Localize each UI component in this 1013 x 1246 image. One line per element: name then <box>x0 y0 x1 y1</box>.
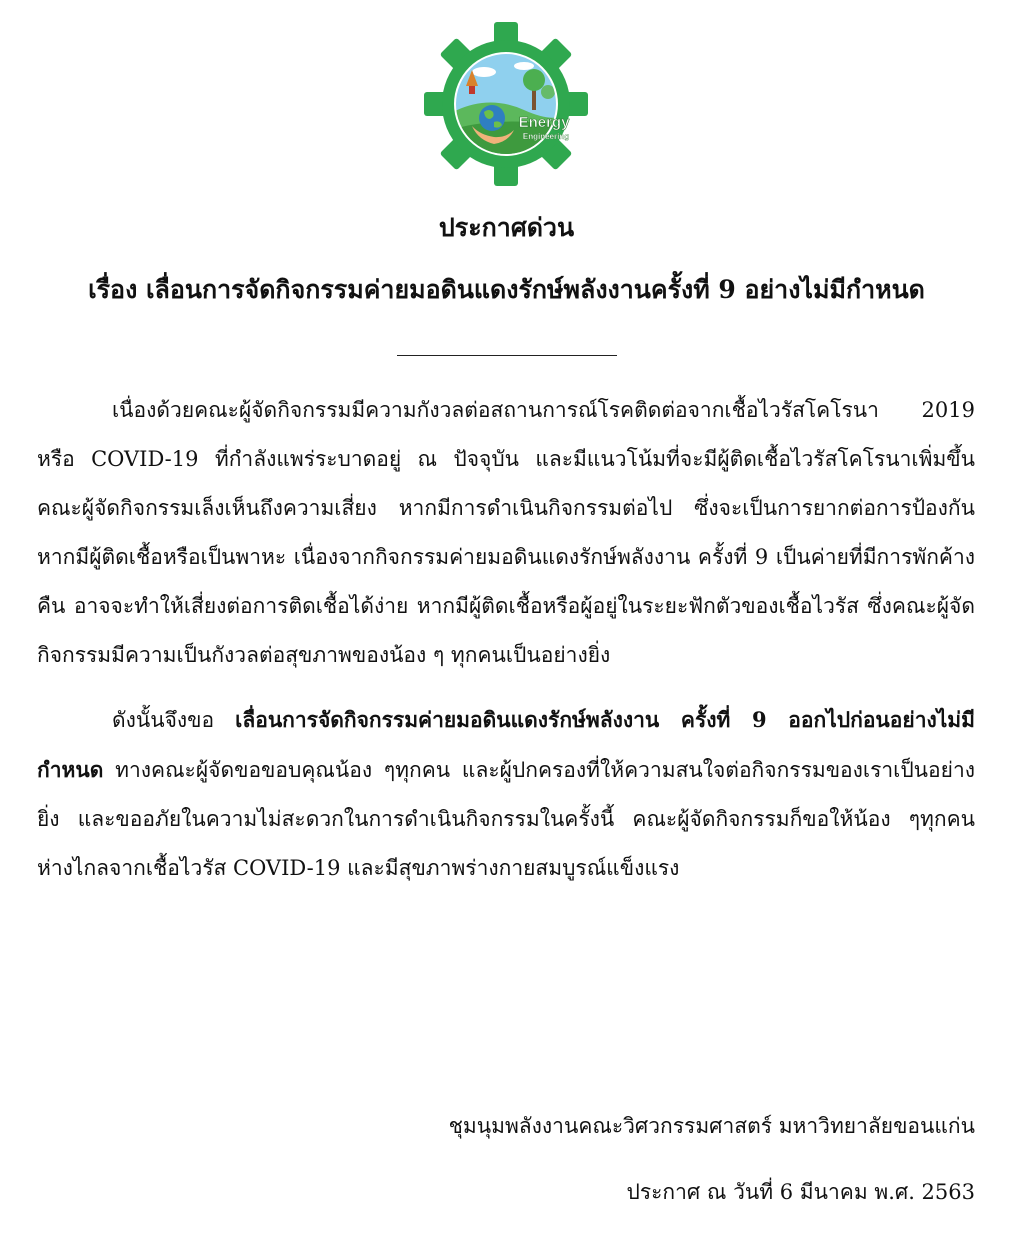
energy-engineering-logo <box>424 22 588 186</box>
logo-text-engineering: Engineering <box>522 132 570 141</box>
logo-text-energy: Energy <box>518 114 570 131</box>
signature-organization: ชุมนุมพลังงานคณะวิศวกรรมศาสตร์ มหาวิทยาลัยขอนแก่น <box>448 1114 975 1138</box>
paragraph-closing: ทางคณะผู้จัดขอขอบคุณน้อง ๆทุกคน และผู้ปกครองที่ให้ความสนใจต่อกิจกรรมของเราเป็นอย่างยิ่ง และขออภัยในความไม่สะดวกในการดำเนินกิจกรรมในครั้งนี้ คณะผู้จัดกิจกรรมก็ขอให้น้อง ๆทุกคนห่างไกลจากเชื้อไวรัส COVID-19 และมีสุขภาพร่างกายสมบูรณ์แข็งแรง <box>37 758 975 880</box>
signature-date: ประกาศ ณ วันที่ 6 มีนาคม พ.ศ. 2563 <box>626 1180 975 1204</box>
announcement-subject: เรื่อง เลื่อนการจัดกิจกรรมค่ายมอดินแดงรักษ์พลังงานครั้งที่ 9 อย่างไม่มีกำหนด <box>88 275 925 304</box>
paragraph-bold-notice: เลื่อนการจัดกิจกรรมค่ายมอดินแดงรักษ์พลังงาน ครั้งที่ 9 ออกไปก่อนอย่างไม่มีกำหนด <box>37 707 975 782</box>
announcement-title: ประกาศด่วน <box>438 213 575 242</box>
paragraph-lead: ดังนั้นจึงขอ <box>112 708 236 732</box>
paragraph-postponement <box>37 695 975 893</box>
divider <box>397 355 617 356</box>
paragraph-reason: เนื่องด้วยคณะผู้จัดกิจกรรมมีความกังวลต่อสถานการณ์โรคติดต่อจากเชื้อไวรัสโคโรนา 2019 หรือ COVID-19 ที่กำลังแพร่ระบาดอยู่ ณ ปัจจุบัน และมีแนวโน้มที่จะมีผู้ติดเชื้อไวรัสโคโรนาเพิ่มขึ้น คณะผู้จัดกิจกรรมเล็งเห็นถึงความเสี่ยง หากมีการดำเนินกิจกรรมต่อไป ซึ่งจะเป็นการยากต่อการป้องกันหากมีผู้ติดเชื้อหรือเป็นพาหะ เนื่องจากกิจกรรมค่ายมอดินแดงรักษ์พลังงาน ครั้งที่ 9 เป็นค่ายที่มีการพักค้างคืน อาจจะทำให้เสี่ยงต่อการติดเชื้อได้ง่าย หากมีผู้ติดเชื้อหรือผู้อยู่ในระยะฟักตัวของเชื้อไวรัส ซึ่งคณะผู้จัดกิจกรรมมีความเป็นกังวลต่อสุขภาพของน้อง ๆ ทุกคนเป็นอย่างยิ่ง <box>37 398 975 667</box>
